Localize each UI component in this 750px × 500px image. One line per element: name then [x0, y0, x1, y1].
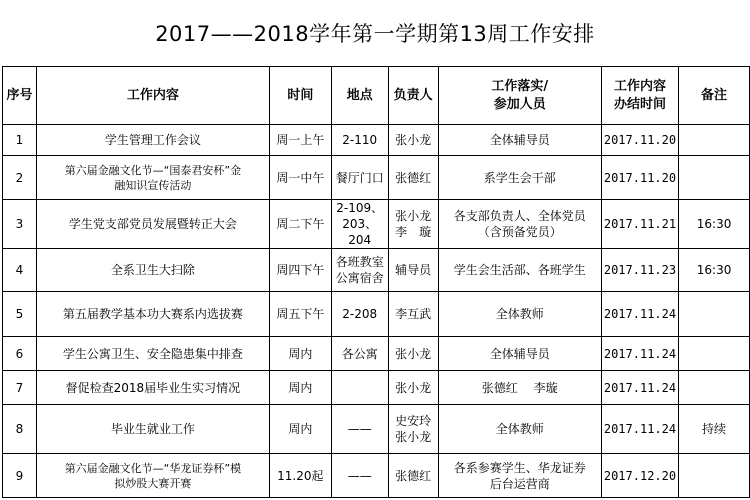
cell-place: [331, 200, 388, 249]
cell-note: 16:30: [679, 200, 750, 249]
cell-place-line1: 餐厅门口: [335, 170, 384, 185]
cell-index: 2: [3, 156, 37, 200]
cell-note: [679, 292, 750, 337]
header-deadline-line1: 工作内容: [613, 78, 666, 94]
cell-person: [388, 200, 438, 249]
table-row: [3, 156, 750, 200]
cell-person: [388, 454, 438, 498]
cell-time: 周五下午: [269, 292, 331, 337]
cell-participants-line1: 系学生会干部: [483, 170, 556, 185]
table-row: [3, 454, 750, 498]
cell-place-line1: 2-109、: [336, 201, 384, 215]
cell-content-line1: 学生党支部党员发展暨转正大会: [68, 217, 237, 231]
schedule-table: [2, 66, 750, 498]
cell-person: [388, 125, 438, 156]
cell-content-line1: 第六届金融文化节—“华龙证券杯”模: [64, 461, 242, 475]
cell-person-line2: 李 璇: [395, 225, 432, 239]
cell-index: 6: [3, 337, 37, 371]
header-deadline-line2: 办结时间: [613, 96, 666, 112]
cell-note: [679, 337, 750, 371]
cell-person-line2: 张小龙: [395, 430, 432, 444]
cell-time: 周一中午: [269, 156, 331, 200]
header-participants: [438, 67, 601, 125]
cell-participants-line1: 学生会生活部、各班学生: [453, 263, 586, 277]
header-place: 地点: [331, 67, 388, 125]
cell-index: 9: [3, 454, 37, 498]
cell-content-line1: 全系卫生大扫除: [110, 263, 195, 277]
cell-index: 4: [3, 249, 37, 292]
cell-index: 5: [3, 292, 37, 337]
cell-note: 持续: [679, 405, 750, 454]
cell-content-line1: 第六届金融文化节—“国泰君安杯”金: [64, 163, 242, 177]
cell-time: 周一上午: [269, 125, 331, 156]
cell-content-line1: 毕业生就业工作: [110, 422, 195, 436]
cell-content-line1: 学生公寓卫生、安全隐患集中排查: [62, 346, 243, 361]
table-row: [3, 200, 750, 249]
cell-deadline: 2017.11.20: [601, 156, 678, 200]
cell-person-line1: 辅导员: [395, 263, 432, 277]
cell-note: [679, 125, 750, 156]
cell-participants: [438, 405, 601, 454]
cell-content: [36, 200, 269, 249]
cell-participants: [438, 337, 601, 371]
cell-index: 1: [3, 125, 37, 156]
cell-participants-line2: （含预备党员）: [477, 225, 562, 239]
cell-participants-line1: 全体辅导员: [489, 346, 550, 361]
table-row: [3, 371, 750, 405]
cell-person: [388, 405, 438, 454]
table-body: [3, 125, 750, 498]
cell-content: [36, 156, 269, 200]
cell-content-line1: 督促检查2018届毕业生实习情况: [65, 380, 241, 395]
cell-person: [388, 337, 438, 371]
cell-time: 11.20起: [269, 454, 331, 498]
cell-person-line1: 张小龙: [395, 209, 432, 223]
cell-place: [331, 337, 388, 371]
cell-note: 16:30: [679, 249, 750, 292]
cell-person-line1: 李互武: [395, 307, 432, 321]
cell-place-line2: 公寓宿舍: [335, 271, 384, 285]
table-row: [3, 249, 750, 292]
cell-content: [36, 337, 269, 371]
cell-participants-line1: 全体教师: [495, 307, 544, 321]
header-participants-line2: 参加人员: [493, 96, 546, 112]
cell-person: [388, 292, 438, 337]
cell-person-line1: 史安玲: [395, 414, 432, 428]
cell-content: [36, 292, 269, 337]
cell-note: [679, 371, 750, 405]
cell-person-line1: 张小龙: [395, 346, 432, 361]
cell-place-line1: ——: [347, 468, 372, 483]
cell-participants-line1: 张德红 李璇: [481, 380, 558, 395]
cell-participants-line2: 后台运营商: [489, 476, 550, 491]
page-title: 2017——2018学年第一学期第13周工作安排: [155, 22, 595, 46]
cell-place-line1: 各班教室: [335, 255, 384, 269]
cell-person: [388, 156, 438, 200]
cell-person-line1: 张小龙: [395, 133, 432, 147]
cell-content: [36, 249, 269, 292]
cell-place-line1: ——: [347, 422, 372, 436]
cell-deadline: 2017.11.24: [601, 292, 678, 337]
cell-deadline: 2017.11.21: [601, 200, 678, 249]
cell-content-line1: 学生管理工作会议: [104, 133, 201, 147]
cell-content-line2: 融知识宣传活动: [114, 178, 192, 192]
cell-deadline: 2017.11.23: [601, 249, 678, 292]
table-row: [3, 292, 750, 337]
cell-content-line1: 第五届教学基本功大赛系内选拔赛: [62, 307, 243, 321]
cell-place: [331, 405, 388, 454]
cell-deadline: 2017.11.20: [601, 125, 678, 156]
header-deadline: [601, 67, 678, 125]
cell-person-line1: 张小龙: [395, 380, 432, 395]
header-row: [3, 67, 750, 125]
header-participants-line1: 工作落实/: [491, 78, 549, 94]
cell-place-line1: 各公寓: [341, 346, 378, 361]
cell-deadline: 2017.11.24: [601, 405, 678, 454]
cell-participants-line1: 全体教师: [495, 422, 544, 436]
cell-time: 周内: [269, 371, 331, 405]
cell-place: [331, 249, 388, 292]
header-content: 工作内容: [36, 67, 269, 125]
cell-deadline: 2017.12.20: [601, 454, 678, 498]
cell-time: 周四下午: [269, 249, 331, 292]
header-time: 时间: [269, 67, 331, 125]
cell-index: 3: [3, 200, 37, 249]
table-row: [3, 337, 750, 371]
cell-participants: [438, 454, 601, 498]
cell-index: 7: [3, 371, 37, 405]
cell-time: 周内: [269, 405, 331, 454]
cell-content: [36, 125, 269, 156]
cell-content: [36, 371, 269, 405]
cell-participants-line1: 全体辅导员: [489, 133, 550, 147]
cell-deadline: 2017.11.24: [601, 337, 678, 371]
cell-place: [331, 292, 388, 337]
cell-content: [36, 454, 269, 498]
cell-participants: [438, 249, 601, 292]
cell-time: 周二下午: [269, 200, 331, 249]
cell-place-line2: 203、204: [342, 217, 378, 247]
cell-person-line1: 张德红: [395, 468, 432, 483]
cell-person: [388, 249, 438, 292]
cell-place: [331, 371, 388, 405]
cell-place-line1: 2-110: [342, 133, 378, 147]
header-note: 备注: [679, 67, 750, 125]
cell-place: [331, 454, 388, 498]
cell-place: [331, 125, 388, 156]
header-index: 序号: [3, 67, 37, 125]
cell-participants-line1: 各支部负责人、全体党员: [453, 209, 586, 223]
header-person: 负责人: [388, 67, 438, 125]
cell-participants-line1: 各系参赛学生、华龙证券: [453, 460, 586, 475]
cell-note: [679, 156, 750, 200]
cell-participants: [438, 125, 601, 156]
cell-deadline: 2017.11.24: [601, 371, 678, 405]
cell-note: [679, 454, 750, 498]
table-row: [3, 125, 750, 156]
cell-place-line1: 2-208: [342, 307, 378, 321]
cell-content: [36, 405, 269, 454]
cell-person-line1: 张德红: [395, 170, 432, 185]
cell-place: [331, 156, 388, 200]
cell-content-line2: 拟炒股大赛开赛: [114, 476, 192, 490]
table-row: [3, 405, 750, 454]
cell-index: 8: [3, 405, 37, 454]
cell-time: 周内: [269, 337, 331, 371]
cell-participants: [438, 200, 601, 249]
cell-person: [388, 371, 438, 405]
cell-participants: [438, 156, 601, 200]
cell-participants: [438, 371, 601, 405]
cell-participants: [438, 292, 601, 337]
